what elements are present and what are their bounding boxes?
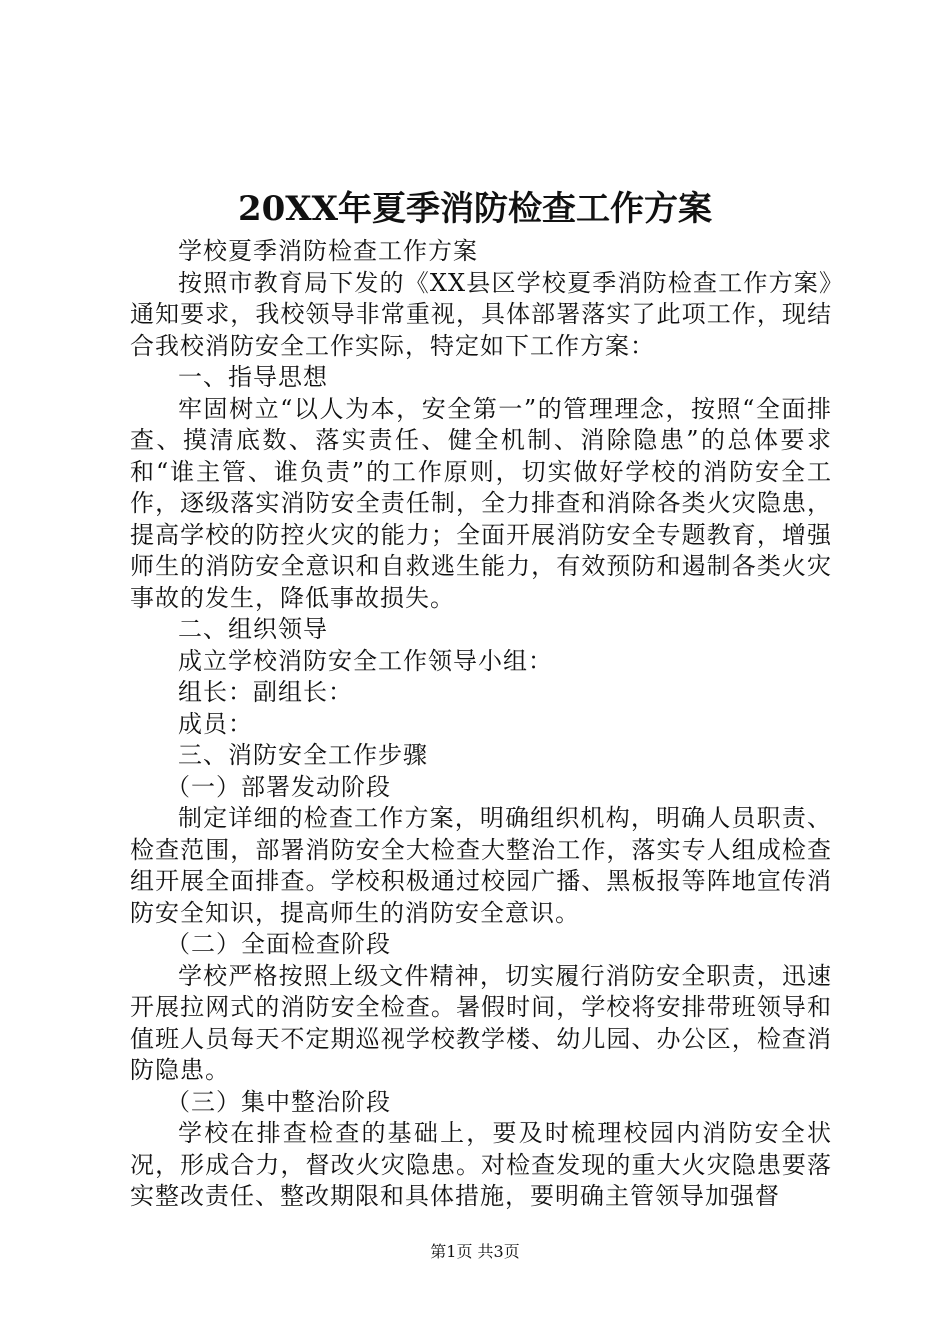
paragraph-members: 成员：	[178, 709, 253, 738]
section-heading-guiding-thought: 一、指导思想	[178, 363, 328, 391]
paragraph-rectification: 学校在排查检查的基础上，要及时梳理校园内消防安全状况，形成合力，督改火灾隐患。对检查发现的重大火灾隐患要落实整改责任、整改期限和具体措施，要明确主管领导加强督	[130, 1119, 832, 1210]
section-heading-work-steps: 三、消防安全工作步骤	[178, 741, 428, 769]
document-title: 20XX年夏季消防检查工作方案	[237, 189, 713, 229]
paragraph-group-leaders: 组长：副组长：	[178, 678, 353, 706]
page-number-footer: 第1页 共3页	[430, 1242, 520, 1261]
paragraph-guiding-thought: 牢固树立“以人为本，安全第一”的管理理念，按照“全面排查、摸清底数、落实责任、健全机制、消除隐患”的总体要求和“谁主管、谁负责”的工作原则，切实做好学校的消防安全工作，逐级落实消防安全责任制，全力排查和消除各类火灾隐患，提高学校的防控火灾的能力；全面开展消防安全专题教育，增强师生的消防安全意识和自救逃生能力，有效预防和遏制各类火灾事故的发生，降低事故损失。	[130, 394, 832, 612]
section-heading-organization: 二、组织领导	[178, 615, 328, 643]
subsection-heading-mobilization: （一）部署发动阶段	[166, 772, 391, 801]
subsection-heading-rectification: （三）集中整治阶段	[166, 1087, 391, 1116]
paragraph-intro: 按照市教育局下发的《XX县区学校夏季消防检查工作方案》通知要求，我校领导非常重视，具体部署落实了此项工作，现结合我校消防安全工作实际，特定如下工作方案：	[130, 268, 832, 360]
subsection-heading-inspection: （二）全面检查阶段	[166, 930, 391, 958]
paragraph-leading-group: 成立学校消防安全工作领导小组：	[178, 646, 553, 675]
paragraph-subtitle: 学校夏季消防检查工作方案	[178, 237, 478, 265]
paragraph-inspection: 学校严格按照上级文件精神，切实履行消防安全职责，迅速开展拉网式的消防安全检查。暑假时间，学校将安排带班领导和值班人员每天不定期巡视学校教学楼、幼儿园、办公区，检查消防隐患。	[130, 961, 832, 1084]
document-body	[130, 236, 832, 1213]
paragraph-mobilization: 制定详细的检查工作方案，明确组织机构，明确人员职责、检查范围，部署消防安全大检查大整治工作，落实专人组成检查组开展全面排查。学校积极通过校园广播、黑板报等阵地宣传消防安全知识，提高师生的消防安全意识。	[130, 804, 832, 927]
